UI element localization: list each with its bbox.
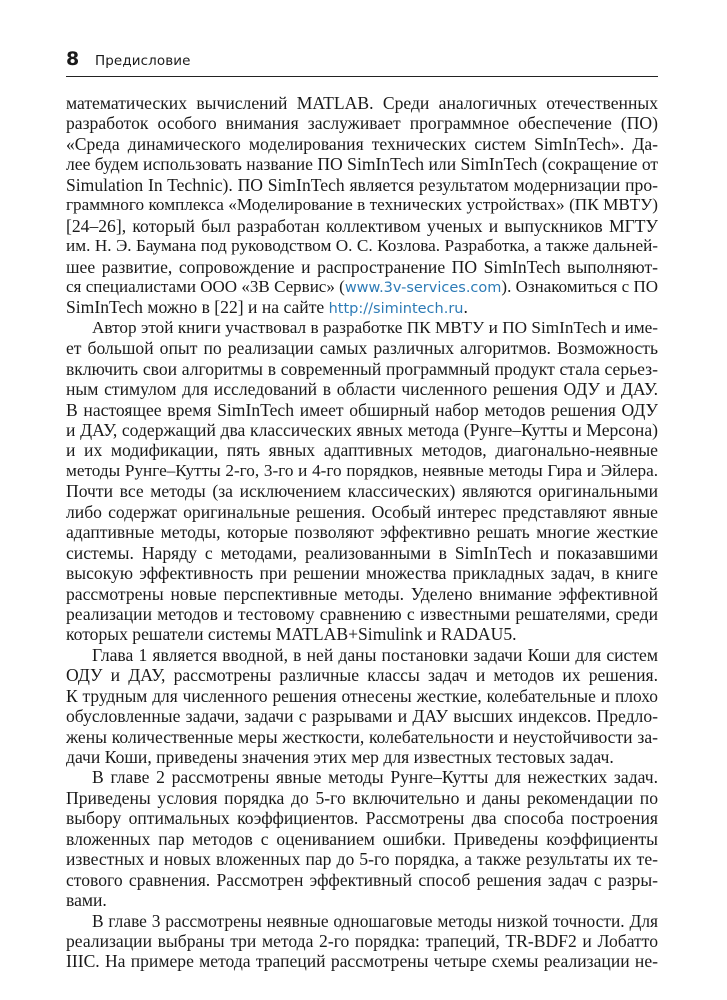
text-line: стового сравнения. Рассмотрен эффективный способ решения задач с разры- <box>66 869 658 890</box>
text-line: Глава 1 является вводной, в ней даны постановки задачи Коши для систем <box>92 644 658 665</box>
text-line: «Среда динамического моделирования технических систем SimInTech». Да- <box>66 133 658 154</box>
text-line: В главе 3 рассмотрены неявные одношаговые методы низкой точности. Для <box>92 910 658 931</box>
text-line: известных и новых вложенных пар до 5-го порядка, а также результаты их те- <box>66 849 658 870</box>
text-line: разработок особого внимания заслуживает программное обеспечение (ПО) <box>66 113 658 134</box>
text-fragment: ). Ознакомиться с ПО <box>501 276 658 296</box>
text-fragment: . <box>463 297 468 318</box>
section-title: Предисловие <box>95 53 191 69</box>
text-line: реализации методов и тестовому сравнению с известными решателями, среди <box>66 603 658 624</box>
text-line: IIIC. На примере метода трапеций рассмотрены четыре схемы реализации не- <box>66 951 658 972</box>
link-3v-services[interactable]: www.3v-services.com <box>344 279 502 296</box>
text-line: шее развитие, сопровождение и распространение ПО SimInTech выполняют- <box>66 256 658 277</box>
text-line <box>66 277 658 297</box>
text-line: жены количественные меры жесткости, колебательности и неустойчивости за- <box>66 726 658 747</box>
text-line: реализации выбраны три метода 2-го порядка: трапеций, TR-BDF2 и Лобатто <box>66 930 658 951</box>
text-line: вложенных пар методов с оцениванием ошибки. Приведены коэффициенты <box>66 828 658 849</box>
text-line: математических вычислений MATLAB. Среди аналогичных отечественных <box>66 93 658 113</box>
text-line: Почти все методы (за исключением классических) являются оригинальными <box>66 481 658 502</box>
page-number: 8 <box>66 48 80 70</box>
body-text <box>66 93 658 972</box>
text-line: граммного комплекса «Моделирование в технических устройствах» (ПК МВТУ) <box>66 195 658 215</box>
text-line: Приведены условия порядка до 5-го включительно и даны рекомендации по <box>66 787 658 808</box>
text-line: и их модификации, пять явных адаптивных методов, диагонально-неявные <box>66 440 658 461</box>
text-line: адаптивные методы, которые позволяют эффективно решать многие жесткие <box>66 522 658 543</box>
text-line: ОДУ и ДАУ, рассмотрены различные классы задач и методов их решения. <box>66 665 658 686</box>
text-line: дачи Коши, приведены значения этих мер для известных тестовых задач. <box>66 747 614 767</box>
text-line: ет большой опыт по реализации самых различных алгоритмов. Возможность <box>66 338 658 359</box>
text-line: В главе 2 рассмотрены явные методы Рунге–Кутты для нежестких задач. <box>92 767 658 788</box>
text-line: системы. Наряду с методами, реализованными в SimInTech и показавшими <box>66 542 658 563</box>
text-line: включить свои алгоритмы в современный программный продукт стала серьез- <box>66 358 658 379</box>
text-line: выбору оптимальных коэффициентов. Рассмотрены два способа построения <box>66 808 658 829</box>
text-line: В настоящее время SimInTech имеет обширный набор методов решения ОДУ <box>66 399 658 420</box>
text-fragment: SimInTech можно в [22] и на сайте <box>66 297 329 318</box>
text-line: К трудным для численного решения отнесены жесткие, колебательные и плохо <box>66 685 658 706</box>
text-line: им. Н. Э. Баумана под руководством О. С. Козлова. Разработка, а также дальней- <box>66 236 658 256</box>
text-line: либо содержат оригинальные решения. Особый интерес представляют явные <box>66 501 658 522</box>
text-line: [24–26], который был разработан коллективом ученых и выпускников МГТУ <box>66 215 658 236</box>
text-line: ным стимулом для исследований в области численного решения ОДУ и ДАУ. <box>66 379 658 400</box>
text-line: и ДАУ, содержащий два классических явных метода (Рунге–Кутты и Мерсона) <box>66 420 658 440</box>
link-simintech[interactable]: http://simintech.ru <box>328 301 464 318</box>
text-line: лее будем использовать название ПО SimInTech или SimInTech (сокращение от <box>66 154 659 175</box>
text-line: методы Рунге–Кутты 2-го, 3-го и 4-го порядков, неявные методы Гира и Эйлера. <box>66 460 658 480</box>
text-line: Автор этой книги участвовал в разработке ПК МВТУ и ПО SimInTech и име- <box>92 317 658 337</box>
text-line: обусловленные задачи, задачи с разрывами и ДАУ высших индексов. Предло- <box>66 706 658 727</box>
running-header <box>66 46 658 77</box>
text-line: рассмотрены новые перспективные методы. Уделено внимание эффективной <box>66 583 658 604</box>
text-line: которых решатели системы MATLAB+Simulink и RADAU5. <box>66 624 517 645</box>
text-line: высокую эффективность при решении множества прикладных задач, в книге <box>66 563 658 584</box>
text-fragment: ся специалистами ООО «3В Сервис» ( <box>66 276 345 296</box>
text-line <box>66 297 658 317</box>
text-line: вами. <box>66 890 107 911</box>
text-line: Simulation In Technic). ПО SimInTech является результатом модернизации про- <box>66 174 658 195</box>
